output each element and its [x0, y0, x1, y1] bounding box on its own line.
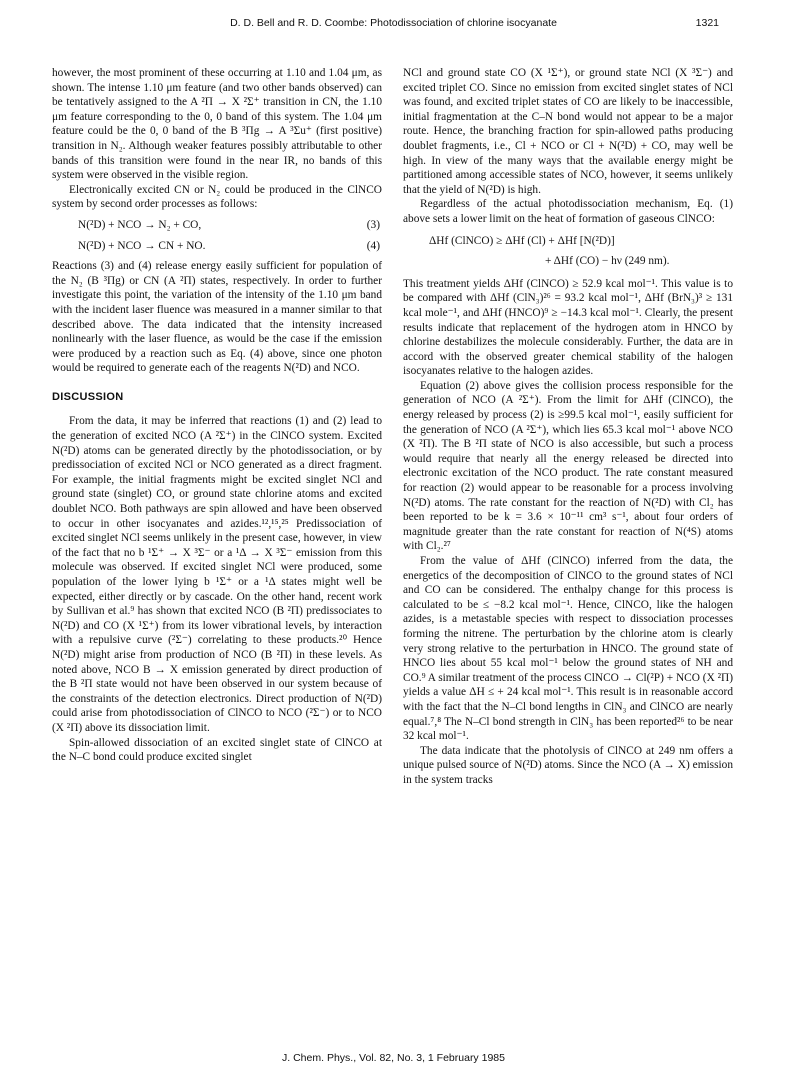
paragraph: From the data, it may be inferred that reactions (1) and (2) lead to the generation of excited NCO (A ²Σ⁺) in the ClNCO system. Excited N(²D) atoms can be generated directly by the photodissociation, or by predissociation of excited NCl or NCO generated as a direct fragment. For example, the initial fragments might be excited singlet NCl and ground state (singlet) CO, or ground state chlorine atoms and excited doublet NCO. Both pathways are spin allowed and have been observed to occur in other isocyanates and azides.¹²,¹⁵,²⁵ Predissociation of excited singlet NCl seems unlikely in the present case, however, in view of the fact that no b ¹Σ⁺ → X ³Σ⁻ or a ¹Δ → X ³Σ⁻ emission from this molecule was observed. If excited singlet NCl were produced, some population of the lower lying b ¹Σ⁺ or a ¹Δ states might well be expected, either directly or by cascade. On the other hand, recent work by Sullivan et al.⁹ has shown that excited NCO (B ²Π) predissociates to N(²D) and CO (X ¹Σ⁺) from its lower vibrational levels, by interaction with a repulsive curve (²Σ⁻) correlating to these products.²⁰ Hence N(²D) might arise from production of NCO (B ²Π) in these levels. As noted above, NCO B → X emission generated by direct production of the B ²Π state would not have been observed in our system because of the constraints of the detection electronics. Direct production of N(²D) could arise from photodissociation of ClNCO to NCO (²Σ⁻) or to NCO (X ²Π) above its dissociation limit.: [52, 415, 382, 734]
paragraph: This treatment yields ΔHf (ClNCO) ≥ 52.9 kcal mol⁻¹. This value is to be compared with ΔHf (ClN₃)²⁶ = 93.2 kcal mol⁻¹, ΔHf (BrN₃)³ ≥ 131 kcal mole⁻¹, and ΔHf (HNCO)⁹ ≥ −14.3 kcal mol⁻¹. Clearly, the present results indicate that replacement of the hydrogen atom in HNCO by chlorine destabilizes the molecule considerably. Further, the data are in accord with the observed greater chemical stability of the halogen isocyanates relative to the halogen azides.: [403, 277, 733, 378]
equation-line: ΔHf (ClNCO) ≥ ΔHf (Cl) + ΔHf [N(²D)]: [429, 234, 615, 247]
paragraph: Electronically excited CN or N₂ could be produced in the ClNCO system by second order processes as follows:: [52, 183, 382, 211]
right-column: [403, 66, 733, 788]
paragraph: The data indicate that the photolysis of ClNCO at 249 nm offers a unique pulsed source of N(²D) atoms. Since the NCO (A → X) emission in the system tracks: [403, 744, 733, 786]
paragraph: NCl and ground state CO (X ¹Σ⁺), or ground state NCl (X ³Σ⁻) and excited triplet CO. Since no emission from excited singlet states of NCl was found, and excited triplet states of CO are likely to be inaccessible, initial fragmentation at the C–N bond would not appear to be a major route. Hence, the branching fraction for spin-allowed paths producing doublet fragments, i.e., Cl + NCO or Cl + N(²D) + CO, may well be high. In view of the many ways that the available energy might be partitioned among accessible states of NCO, however, it seems unlikely that the yield of N(²D) is high.: [403, 67, 733, 196]
section-heading: DISCUSSION: [52, 390, 124, 403]
paragraph: however, the most prominent of these occurring at 1.10 and 1.04 μm, as shown. The intense 1.10 μm feature (and two other bands observed) can be tentatively assigned to the A ²Π → X ²Σ⁺ transition in CN, the 1.10 μm feature corresponding to the 0, 0 band of this system. The 1.04 μm feature could be the 0, 0 band of the B ³Πg → A ³Σu⁺ (first positive) transition in N₂. Although weaker features possibly attributable to other bands of this transition were found in the near IR, no bands of this system were observed in the visible region.: [52, 67, 382, 182]
paragraph: Regardless of the actual photodissociation mechanism, Eq. (1) above sets a lower limit on the heat of formation of gaseous ClNCO:: [403, 198, 733, 225]
paragraph: Equation (2) above gives the collision process responsible for the generation of NCO (A ²Σ⁺). From the limit for ΔHf (ClNCO), the energy released by process (2) is ≥99.5 kcal mol⁻¹, easily sufficient for the generation of NCO (A ²Σ⁺), which lies 65.3 kcal mol⁻¹ above NCO (X ²Π). The B ²Π state of NCO is also accessible, but such a process would require that nearly all the energy released be directed into electronic excitation of the NCO product. The rate constant measured for reaction (2) would appear to be reasonable for a process involving N(²D) atoms. The rate constant for the reaction of N(²D) with Cl₂ has been reported to be k = 3.6 × 10⁻¹¹ cm³ s⁻¹, about four orders of magnitude greater than the rate constant for reaction of N(⁴S) atoms with Cl₂.²⁷: [403, 379, 733, 553]
page-footer: J. Chem. Phys., Vol. 82, No. 3, 1 February 1985: [282, 1052, 505, 1064]
equation-line: + ΔHf (CO) − hν (249 nm).: [545, 255, 670, 268]
running-head: D. D. Bell and R. D. Coombe: Photodissociation of chlorine isocyanate: [230, 17, 557, 29]
equation-3: [52, 218, 382, 233]
left-column: [52, 66, 382, 765]
equation-text: N(²D) + NCO → N₂ + CO,: [78, 218, 202, 231]
equation-4: [52, 239, 382, 254]
equation-text: N(²D) + NCO → CN + NO.: [78, 239, 206, 252]
equation-number: (4): [366, 239, 380, 252]
paragraph: Reactions (3) and (4) release energy easily sufficient for population of the N₂ (B ³Πg) or CN (A ²Π) states, respectively. In order to further investigate this point, the variation of the intensity of the 1.10 μm band with the incident laser fluence was measured in a manner similar to that described above. The data indicated that the intensity increased nonlinearly with the laser fluence, as would be the case if the emission were produced by a reaction such as Eq. (4) above, since one photon would be required to generate each of the reagents N(²D) and NCO.: [52, 260, 382, 375]
page-number: 1321: [695, 17, 719, 29]
equation-number: (3): [366, 218, 380, 231]
page-header: [0, 17, 787, 33]
paragraph: From the value of ΔHf (ClNCO) inferred from the data, the energetics of the decomposition of ClNCO to the ground states of NCl and CO can be considered. The enthalpy change for this process is calculated to be ≤ −8.2 kcal mol⁻¹. Hence, ClNCO, like the halogen azides, is a metastable species with respect to dissociation processes forming the nitrene. The perturbation by the chlorine atom is clearly very strong relative to the perturbation in HNCO. The ground state of HNCO lies about 55 kcal mol⁻¹ below the ground states of NH and CO.⁹ A similar treatment of the process ClNCO → Cl(²P) + NCO (X ²Π) yields a value ΔH ≤ + 24 kcal mol⁻¹. This result is in reasonable accord with the fact that the N–Cl bond lengths in ClN₃ and ClNCO are nearly equal.⁷,⁸ The N–Cl bond strength in ClN₃ has been reported²⁶ to be near 32 kcal mol⁻¹.: [403, 555, 733, 743]
paragraph: Spin-allowed dissociation of an excited singlet state of ClNCO at the N–C bond could produce excited singlet: [52, 736, 382, 764]
heat-of-formation-equation: [403, 234, 733, 269]
